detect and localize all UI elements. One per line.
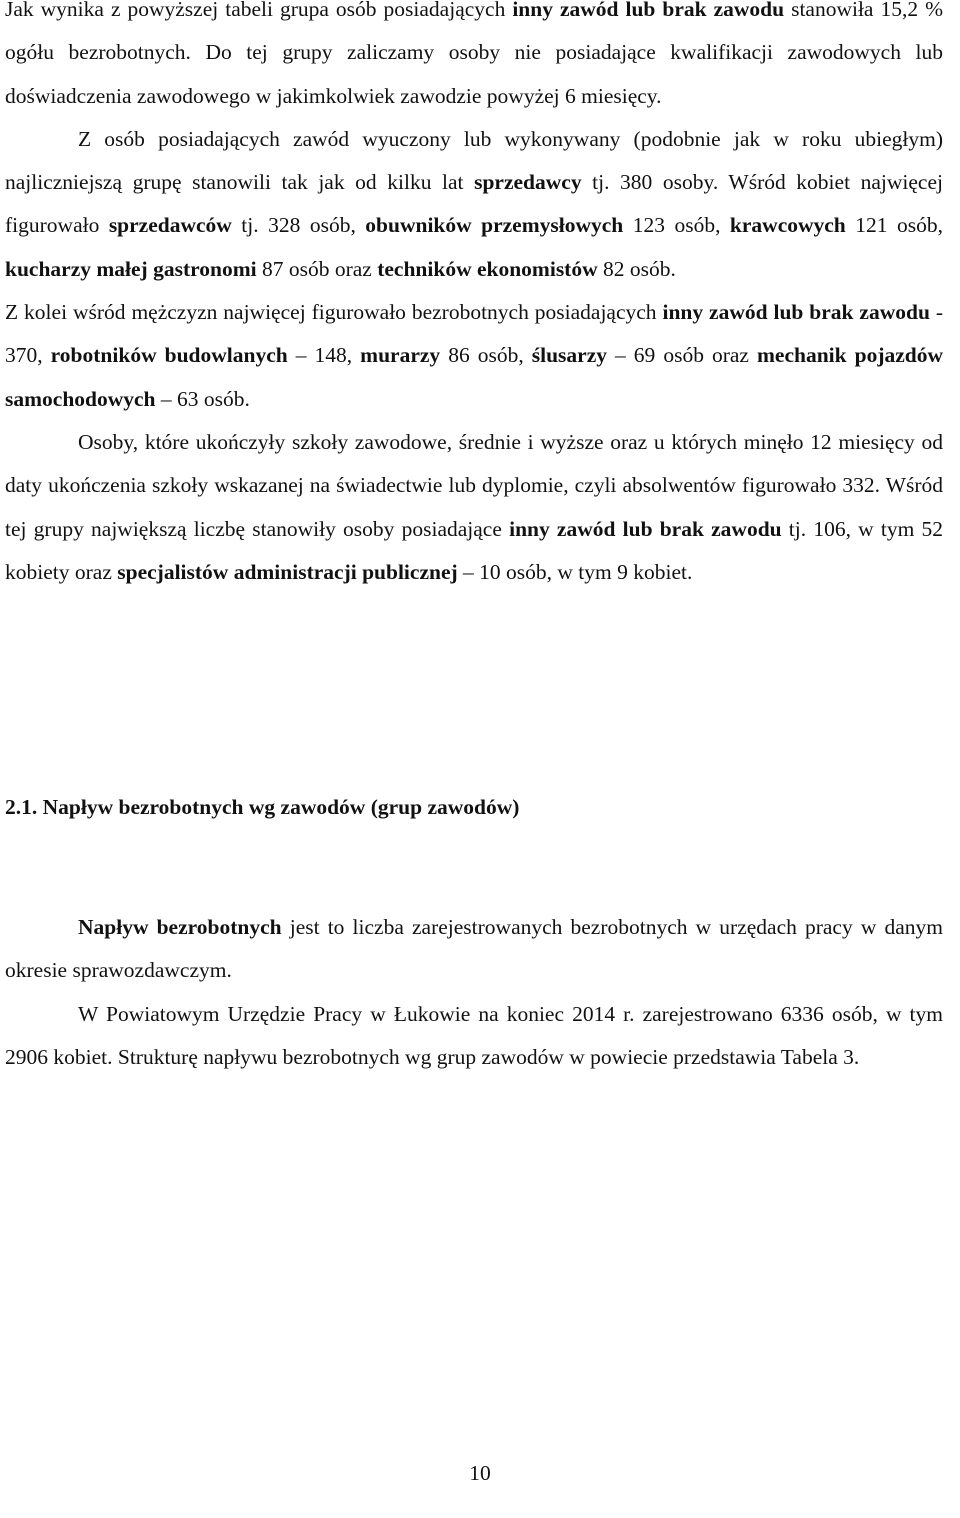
section-heading: 2.1. Napływ bezrobotnych wg zawodów (grup zawodów)	[5, 795, 520, 819]
bold-phrase: kucharzy małej gastronomi	[5, 256, 257, 281]
text-run: 82 osób.	[597, 256, 676, 281]
text-run: - 370,	[5, 300, 944, 368]
text-run: Z kolei wśród mężczyzn najwięcej figurowało bezrobotnych posiadających	[5, 300, 663, 325]
bold-phrase: robotników budowlanych	[50, 343, 288, 368]
text-run: – 148,	[287, 343, 361, 368]
text-run: jest to liczba zarejestrowanych bezrobotnych w urzędach pracy w danym okresie sprawozdawczym.	[5, 915, 943, 983]
paragraph	[5, 118, 943, 291]
bold-phrase: sprzedawcy	[474, 170, 582, 195]
text-run: 123 osób,	[623, 213, 730, 238]
paragraph	[5, 291, 943, 421]
section-text	[5, 906, 943, 1079]
text-run: Jak wynika z powyższej tabeli grupa osób posiadających	[5, 0, 513, 21]
text-run: 86 osób,	[440, 343, 532, 368]
text-run: W Powiatowym Urzędzie Pracy w Łukowie na koniec 2014 r. zarejestrowano 6336 osób, w tym 2906 kobiet. Strukturę napływu bezrobotnych wg grup zawodów w powiecie przedstawia Tabela 3.	[5, 1001, 943, 1069]
text-run: 87 osób oraz	[256, 256, 378, 281]
bold-phrase: inny zawód lub brak zawodu	[662, 300, 930, 325]
bold-phrase: inny zawód lub brak zawodu	[509, 516, 782, 541]
text-run: 121 osób,	[845, 213, 943, 238]
text-run: tj. 106, w tym 52 kobiety oraz	[5, 516, 943, 584]
bold-phrase: techników ekonomistów	[377, 256, 598, 281]
paragraph	[5, 993, 943, 1080]
text-run: – 10 osób, w tym 9 kobiet.	[457, 559, 693, 584]
bold-phrase: ślusarzy	[531, 343, 607, 368]
bold-phrase: Napływ bezrobotnych	[78, 915, 282, 939]
bold-phrase: specjalistów administracji publicznej	[117, 559, 458, 584]
bold-phrase: murarzy	[360, 343, 441, 368]
text-run: tj. 328 osób,	[231, 213, 366, 238]
text-run: – 69 osób oraz	[607, 343, 757, 368]
bold-phrase: krawcowych	[729, 213, 846, 238]
paragraph	[5, 421, 943, 594]
text-run: Z osób posiadających zawód wyuczony lub wykonywany (podobnie jak w roku ubiegłym) najliczniejszą grupę stanowili tak jak od kilku lat	[5, 126, 943, 195]
text-run: tj. 380 osoby. Wśród kobiet najwięcej figurowało	[5, 170, 943, 238]
bold-phrase: obuwników przemysłowych	[365, 213, 624, 238]
text-run: – 63 osób.	[155, 386, 250, 411]
bold-phrase: mechanik pojazdów samochodowych	[5, 343, 944, 411]
bold-phrase: inny zawód lub brak zawodu	[512, 0, 785, 21]
paragraph	[5, 0, 943, 118]
text-run: stanowiła 15,2 % ogółu bezrobotnych. Do tej grupy zaliczamy osoby nie posiadające kwalifikacji zawodowych lub doświadczenia zawodowego w jakimkolwiek zawodzie powyżej 6 miesięcy.	[5, 0, 944, 108]
bold-phrase: sprzedawców	[108, 213, 232, 238]
page-number: 10	[469, 1461, 491, 1485]
text-run: Osoby, które ukończyły szkoły zawodowe, średnie i wyższe oraz u których minęło 12 miesięcy od daty ukończenia szkoły wskazanej na świadectwie lub dyplomie, czyli absolwentów figurowało 332. Wśród tej grupy największą liczbę stanowiły osoby posiadające	[5, 429, 943, 541]
body-text	[5, 0, 943, 594]
paragraph	[5, 906, 943, 993]
